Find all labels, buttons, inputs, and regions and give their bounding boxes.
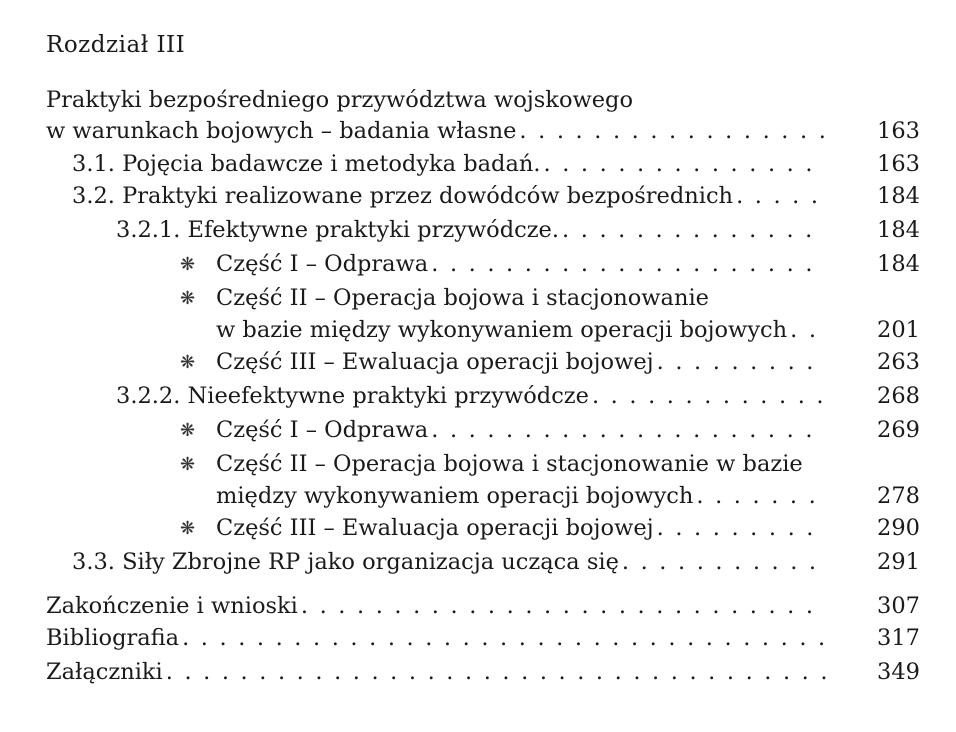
leader-dots <box>654 346 826 378</box>
snowflake-asterisk-icon: ❋ <box>180 454 196 475</box>
page-number: 268 <box>877 383 920 409</box>
page-number: 307 <box>877 593 920 619</box>
toc-entry <box>46 656 826 688</box>
toc-entry-title: Część I – Odprawa <box>216 417 429 443</box>
page-number: 184 <box>877 217 920 243</box>
toc-entry-title: 3.2.2. Nieefektywne praktyki przywódcze <box>116 383 589 409</box>
toc-entry-title: Część III – Ewaluacja operacji bojowej <box>216 515 654 541</box>
leader-dots <box>179 622 826 654</box>
page-number: 291 <box>877 549 920 575</box>
toc-entry <box>46 590 826 622</box>
toc-entry-title: w warunkach bojowych – badania własne <box>46 118 517 144</box>
toc-entry-title-line1: Część II – Operacja bojowa i stacjonowanie w bazie <box>216 451 803 477</box>
chapter-label: Rozdział III <box>46 32 186 58</box>
snowflake-asterisk-icon: ❋ <box>180 254 196 275</box>
toc-entry-title: Część III – Ewaluacja operacji bojowej <box>216 349 654 375</box>
page-number: 163 <box>877 118 920 144</box>
toc-entry <box>72 180 826 212</box>
toc-entry <box>216 346 826 378</box>
toc-entry-title: Zakończenie i wnioski <box>46 593 298 619</box>
page-number: 263 <box>877 349 920 375</box>
snowflake-asterisk-icon: ❋ <box>180 518 196 539</box>
toc-entry <box>216 480 826 512</box>
snowflake-asterisk-icon: ❋ <box>180 352 196 373</box>
leader-dots <box>589 380 826 412</box>
leader-dots <box>733 180 826 212</box>
toc-entry <box>216 512 826 544</box>
leader-dots <box>428 248 826 280</box>
page-number: 201 <box>877 317 920 343</box>
leader-dots <box>298 590 826 622</box>
toc-entry-title: między wykonywaniem operacji bojowych <box>216 483 694 509</box>
page-number: 290 <box>877 515 920 541</box>
page-number: 184 <box>877 183 920 209</box>
snowflake-asterisk-icon: ❋ <box>180 420 196 441</box>
leader-dots <box>693 480 826 512</box>
leader-dots <box>787 314 826 346</box>
toc-entry-title: w bazie między wykonywaniem operacji bojowych <box>216 317 788 343</box>
toc-entry-title: 3.3. Siły Zbrojne RP jako organizacja ucząca się <box>72 549 619 575</box>
toc-entry-title: Część I – Odprawa <box>216 251 429 277</box>
toc-entry <box>72 546 826 578</box>
leader-dots <box>428 414 826 446</box>
page-number: 269 <box>877 417 920 443</box>
toc-entry-title: 3.2. Praktyki realizowane przez dowódców bezpośrednich <box>72 183 734 209</box>
toc-entry <box>72 148 826 180</box>
toc-entry <box>46 622 826 654</box>
leader-dots <box>559 214 826 246</box>
page-number: 278 <box>877 483 920 509</box>
leader-dots <box>163 656 826 688</box>
toc-entry <box>216 414 826 446</box>
toc-entry-title: Bibliografia <box>46 625 180 651</box>
toc-entry-title: Załączniki <box>46 659 163 685</box>
leader-dots <box>654 512 826 544</box>
toc-entry <box>116 214 826 246</box>
toc-entry-title-line1: Część II – Operacja bojowa i stacjonowanie <box>216 285 709 311</box>
leader-dots <box>516 115 826 147</box>
page-number: 184 <box>877 251 920 277</box>
toc-entry-title: 3.1. Pojęcia badawcze i metodyka badań. <box>72 151 541 177</box>
toc-entry <box>216 314 826 346</box>
leader-dots <box>619 546 826 578</box>
page-number: 317 <box>877 625 920 651</box>
toc-entry-title-line1: Praktyki bezpośredniego przywództwa wojskowego <box>46 87 634 113</box>
toc-entry <box>46 115 826 147</box>
toc-entry-title: 3.2.1. Efektywne praktyki przywódcze. <box>116 217 560 243</box>
page-number: 349 <box>877 659 920 685</box>
toc-entry <box>116 380 826 412</box>
toc-entry <box>216 248 826 280</box>
snowflake-asterisk-icon: ❋ <box>180 288 196 309</box>
page-number: 163 <box>877 151 920 177</box>
leader-dots <box>541 148 826 180</box>
